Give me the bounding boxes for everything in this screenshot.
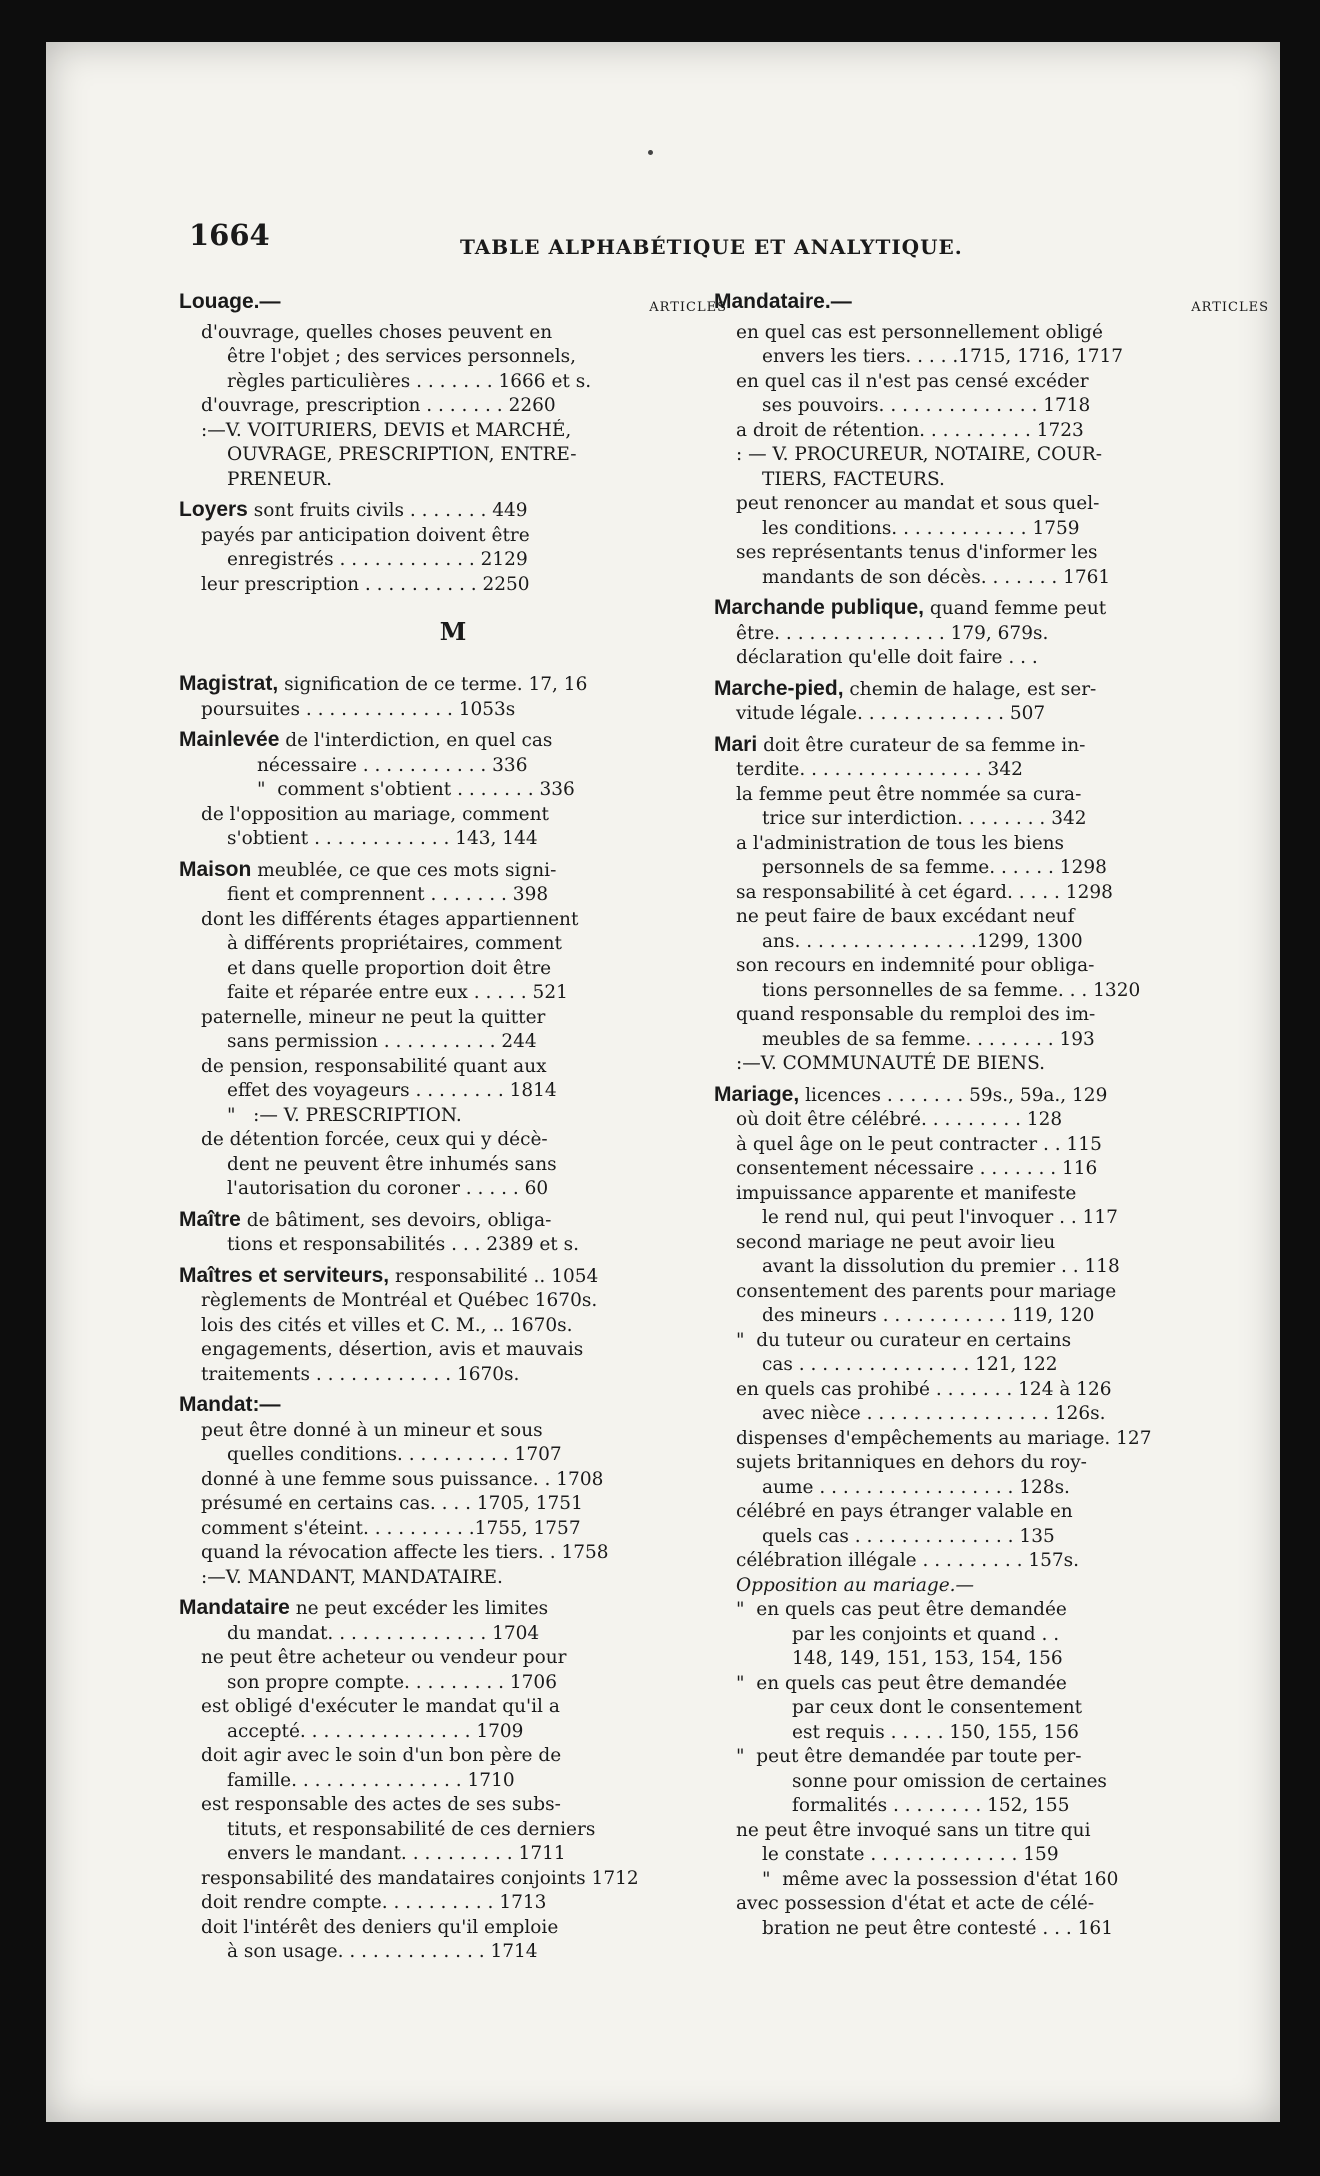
entry-heading-line <box>179 1596 727 1622</box>
entry-heading-text: licences . . . . . . . 59s., 59a., 129 <box>799 1084 1108 1106</box>
entry-heading-line <box>179 1208 727 1234</box>
entry-subline: " peut être demandée par toute per- <box>736 1746 1082 1767</box>
entry-subline: l'autorisation du coroner . . . . . 60 <box>227 1178 549 1199</box>
entry-subline: ne peut faire de baux excédant neuf <box>736 906 1075 927</box>
entry-subline: les conditions. . . . . . . . . . . . 1759 <box>762 517 1080 539</box>
entry-subline: donné à une femme sous puissance. . 1708 <box>201 1468 604 1490</box>
articles-header: ARTICLES <box>649 300 727 315</box>
entry-headword: Mariage, <box>714 1082 800 1106</box>
entry-subline: meubles de sa femme. . . . . . . . 193 <box>762 1028 1095 1050</box>
entry-subline: déclaration qu'elle doit faire . . . <box>736 647 1038 668</box>
entry-heading-line <box>179 290 727 321</box>
index-entry <box>714 677 1269 727</box>
entry-subline: fient et comprennent . . . . . . . 398 <box>227 884 549 905</box>
entry-headword: Loyers <box>179 498 248 521</box>
index-entry <box>179 290 727 492</box>
entry-subline: " comment s'obtient . . . . . . . 336 <box>257 779 575 800</box>
entry-subline: comment s'éteint. . . . . . . . . .1755, 1757 <box>201 1517 581 1539</box>
entry-headword: Marchande publique, <box>714 596 925 619</box>
entry-headword: Marche-pied, <box>714 676 844 700</box>
entry-headword: Mandat:— <box>179 1393 281 1416</box>
entry-subline: engagements, désertion, avis et mauvais <box>201 1339 584 1360</box>
entry-headword: Mainlevée <box>179 728 280 751</box>
entry-headword: Mandataire <box>179 1596 290 1619</box>
index-entry <box>179 672 727 722</box>
entry-subline: son propre compte. . . . . . . . . 1706 <box>227 1671 557 1693</box>
entry-subline: poursuites . . . . . . . . . . . . . 1053s <box>201 698 516 720</box>
entry-heading-line <box>714 290 1269 321</box>
entry-subline: tions personnelles de sa femme. . . 1320 <box>762 979 1141 1001</box>
entry-subline: à quel âge on le peut contracter . . 115 <box>736 1133 1102 1155</box>
page-number: 1664 <box>189 218 270 252</box>
entry-subline: des mineurs . . . . . . . . . . . 119, 120 <box>762 1305 1095 1326</box>
entry-subline: " en quels cas peut être demandée <box>736 1672 1067 1694</box>
entry-subline: vitude légale. . . . . . . . . . . . . 507 <box>736 703 1046 724</box>
entry-subline: être l'objet ; des services personnels, <box>227 346 576 367</box>
entry-subline: quand responsable du remploi des im- <box>736 1004 1096 1025</box>
entry-subline: tituts, et responsabilité de ces derniers <box>227 1818 596 1840</box>
entry-subline: trice sur interdiction. . . . . . . . 342 <box>762 808 1087 829</box>
entry-subline: est obligé d'exécuter le mandat qu'il a <box>201 1696 560 1717</box>
entry-headword: Maîtres et serviteurs, <box>179 1263 390 1287</box>
entry-heading-text: chemin de halage, est ser- <box>843 678 1097 700</box>
entry-headword: Mari <box>714 732 758 756</box>
entry-subline: doit agir avec le soin d'un bon père de <box>201 1745 562 1766</box>
entry-subline: sans permission . . . . . . . . . . 244 <box>227 1031 537 1052</box>
entry-subline: : — V. PROCUREUR, NOTAIRE, COUR- <box>736 444 1103 465</box>
entry-subline: accepté. . . . . . . . . . . . . . . 1709 <box>227 1720 524 1742</box>
entry-subline: d'ouvrage, quelles choses peuvent en <box>201 321 553 343</box>
entry-subline: à son usage. . . . . . . . . . . . . 1714 <box>227 1941 538 1962</box>
entry-subline: par les conjoints et quand . . <box>792 1623 1060 1645</box>
entry-subline: est responsable des actes de ses subs- <box>201 1794 561 1815</box>
entry-subline: est requis . . . . . 150, 155, 156 <box>792 1721 1079 1743</box>
entry-subline: en quels cas prohibé . . . . . . . 124 à 126 <box>736 1378 1112 1400</box>
entry-subline: ses pouvoirs. . . . . . . . . . . . . . 1718 <box>762 395 1091 416</box>
index-column-right <box>714 290 1269 1947</box>
entry-subline: avec possession d'état et acte de célé- <box>736 1893 1095 1914</box>
entry-subline: second mariage ne peut avoir lieu <box>736 1231 1056 1253</box>
entry-subline: et dans quelle proportion doit être <box>227 957 552 979</box>
entry-subline: :—V. COMMUNAUTÉ DE BIENS. <box>736 1053 1045 1074</box>
entry-subline: ne peut être invoqué sans un titre qui <box>736 1819 1091 1841</box>
entry-headword: Mandataire.— <box>714 290 852 313</box>
entry-subline: traitements . . . . . . . . . . . . 1670s. <box>201 1363 520 1385</box>
entry-subline: paternelle, mineur ne peut la quitter <box>201 1006 546 1028</box>
entry-subline: tions et responsabilités . . . 2389 et s. <box>227 1234 579 1255</box>
entry-subline: quelles conditions. . . . . . . . . . 1707 <box>227 1444 562 1465</box>
entry-heading-line <box>179 498 727 524</box>
entry-subline: " du tuteur ou curateur en certains <box>736 1329 1072 1351</box>
book-page <box>46 42 1280 2122</box>
entry-subline: avec nièce . . . . . . . . . . . . . . . . 126s. <box>762 1403 1106 1424</box>
entry-subline: :—V. VOITURIERS, DEVIS et MARCHÉ, <box>201 419 572 441</box>
entry-subline: OUVRAGE, PRESCRIPTION, ENTRE- <box>227 444 577 465</box>
entry-heading-line <box>179 1393 727 1419</box>
index-entry <box>714 290 1269 590</box>
entry-subline: sa responsabilité à cet égard. . . . . 1298 <box>736 881 1113 903</box>
entry-subline: impuissance apparente et manifeste <box>736 1182 1077 1204</box>
entry-heading-text: doit être curateur de sa femme in- <box>757 734 1086 756</box>
index-entry <box>179 1208 727 1258</box>
entry-subline: TIERS, FACTEURS. <box>762 468 945 490</box>
section-letter: M <box>439 617 467 646</box>
entry-subline: à différents propriétaires, comment <box>227 933 562 954</box>
entry-headword: Maître <box>179 1207 241 1231</box>
entry-subline: lois des cités et villes et C. M., .. 1670s. <box>201 1314 573 1336</box>
index-column-left <box>179 290 727 1971</box>
index-entry <box>179 498 727 597</box>
entry-subline: a l'administration de tous les biens <box>736 832 1065 854</box>
entry-subline: aume . . . . . . . . . . . . . . . . . 128s. <box>762 1476 1070 1498</box>
entry-subline: présumé en certains cas. . . . 1705, 1751 <box>201 1493 583 1514</box>
entry-subline: " en quels cas peut être demandée <box>736 1599 1067 1620</box>
index-entry <box>714 596 1269 671</box>
entry-subline: PRENEUR. <box>227 468 332 490</box>
print-mark <box>648 150 653 155</box>
entry-subline: ne peut être acheteur ou vendeur pour <box>201 1647 567 1668</box>
entry-headword: Maison <box>179 857 252 881</box>
index-entry <box>179 858 727 1202</box>
entry-subline: de l'opposition au mariage, comment <box>201 803 549 825</box>
entry-heading-text: ne peut excéder les limites <box>289 1598 549 1619</box>
entry-subline: 148, 149, 151, 153, 154, 156 <box>792 1648 1063 1669</box>
entry-subline: cas . . . . . . . . . . . . . . . 121, 122 <box>762 1354 1058 1375</box>
entry-heading-line <box>179 728 727 754</box>
entry-subline: s'obtient . . . . . . . . . . . . 143, 144 <box>227 828 538 849</box>
entry-subline: où doit être célébré. . . . . . . . . 128 <box>736 1109 1063 1130</box>
entry-subline: la femme peut être nommée sa cura- <box>736 783 1082 805</box>
entry-heading-line <box>179 1264 727 1290</box>
entry-heading-text: sont fruits civils . . . . . . . 449 <box>247 500 528 521</box>
articles-header: ARTICLES <box>1191 300 1269 315</box>
index-entry <box>179 1393 727 1590</box>
entry-subline: responsabilité des mandataires conjoints 1712 <box>201 1867 639 1889</box>
index-entry <box>179 1596 727 1965</box>
entry-subline: célébration illégale . . . . . . . . . 157s. <box>736 1550 1080 1571</box>
entry-subline: formalités . . . . . . . . 152, 155 <box>792 1795 1070 1816</box>
entry-subline: dent ne peuvent être inhumés sans <box>227 1153 557 1175</box>
entry-subline: dispenses d'empêchements au mariage. 127 <box>736 1427 1152 1449</box>
entry-subline: règlements de Montréal et Québec 1670s. <box>201 1290 598 1311</box>
index-entry <box>714 733 1269 1077</box>
entry-subline: en quel cas il n'est pas censé excéder <box>736 370 1089 392</box>
page-title: TABLE ALPHABÉTIQUE ET ANALYTIQUE. <box>460 235 963 259</box>
entry-subline: sujets britanniques en dehors du roy- <box>736 1452 1087 1473</box>
entry-subline: a droit de rétention. . . . . . . . . . 1723 <box>736 419 1084 441</box>
entry-subline: payés par anticipation doivent être <box>201 524 530 546</box>
entry-subline: dont les différents étages appartiennent <box>201 908 579 930</box>
entry-subline: le rend nul, qui peut l'invoquer . . 117 <box>762 1207 1118 1228</box>
entry-heading-line <box>714 596 1269 622</box>
entry-subline: être. . . . . . . . . . . . . . . 179, 679s. <box>736 622 1049 644</box>
entry-subline: quels cas . . . . . . . . . . . . . . 135 <box>762 1525 1055 1547</box>
entry-headword: Louage.— <box>179 290 281 313</box>
entry-subline: règles particulières . . . . . . . 1666 et s. <box>227 370 592 392</box>
entry-subline: du mandat. . . . . . . . . . . . . . 1704 <box>227 1622 540 1644</box>
entry-heading-line <box>714 1083 1269 1109</box>
entry-subline: personnels de sa femme. . . . . . 1298 <box>762 857 1107 878</box>
entry-subline: :—V. MANDANT, MANDATAIRE. <box>201 1566 503 1588</box>
entry-subline: envers les tiers. . . . .1715, 1716, 1717 <box>762 346 1124 367</box>
entry-headword: Magistrat, <box>179 672 279 695</box>
entry-subline: doit l'intérêt des deniers qu'il emploie <box>201 1916 559 1938</box>
entry-subline: consentement nécessaire . . . . . . . 116 <box>736 1158 1098 1179</box>
entry-subline: doit rendre compte. . . . . . . . . . 1713 <box>201 1892 547 1913</box>
entry-heading-text: signification de ce terme. 17, 16 <box>278 674 588 695</box>
entry-heading-text: de l'interdiction, en quel cas <box>279 730 553 751</box>
entry-subline: effet des voyageurs . . . . . . . . 1814 <box>227 1080 557 1101</box>
entry-subline: avant la dissolution du premier . . 118 <box>762 1256 1120 1277</box>
entry-subline: famille. . . . . . . . . . . . . . . 1710 <box>227 1769 515 1791</box>
entry-subline: peut être donné à un mineur et sous <box>201 1419 543 1441</box>
entry-subline: peut renoncer au mandat et sous quel- <box>736 493 1100 514</box>
entry-heading-text: de bâtiment, ses devoirs, obliga- <box>240 1209 552 1231</box>
entry-subline: de pension, responsabilité quant aux <box>201 1055 547 1077</box>
entry-subline: de détention forcée, ceux qui y décè- <box>201 1129 548 1150</box>
entry-subline: terdite. . . . . . . . . . . . . . . . 342 <box>736 759 1023 780</box>
entry-subline: leur prescription . . . . . . . . . . 2250 <box>201 573 530 595</box>
entry-subline: par ceux dont le consentement <box>792 1697 1083 1718</box>
entry-subline: son recours en indemnité pour obliga- <box>736 955 1095 976</box>
entry-subline: " même avec la possession d'état 160 <box>762 1868 1119 1890</box>
entry-subline: mandants de son décès. . . . . . . 1761 <box>762 566 1111 588</box>
index-entry <box>714 1083 1269 1942</box>
entry-heading-text: meublée, ce que ces mots signi- <box>251 859 557 881</box>
entry-heading-text: quand femme peut <box>924 598 1107 619</box>
entry-subline: quand la révocation affecte les tiers. . 1758 <box>201 1542 609 1563</box>
entry-heading-line <box>179 858 727 884</box>
entry-subline: Opposition au mariage.— <box>736 1574 975 1596</box>
entry-subline: nécessaire . . . . . . . . . . . 336 <box>257 754 528 776</box>
entry-heading-line <box>179 672 727 698</box>
entry-heading-line <box>714 677 1269 703</box>
entry-subline: bration ne peut être contesté . . . 161 <box>762 1917 1113 1939</box>
entry-subline: ans. . . . . . . . . . . . . . . .1299, 1300 <box>762 930 1083 952</box>
entry-subline: " :— V. PRESCRIPTION. <box>227 1104 462 1126</box>
index-entry <box>179 1264 727 1388</box>
entry-subline: consentement des parents pour mariage <box>736 1280 1117 1302</box>
entry-heading-text: responsabilité .. 1054 <box>389 1265 599 1287</box>
entry-subline: envers le mandant. . . . . . . . . . 1711 <box>227 1843 566 1864</box>
entry-subline: d'ouvrage, prescription . . . . . . . 2260 <box>201 395 556 416</box>
index-entry <box>179 728 727 852</box>
entry-subline: en quel cas est personnellement obligé <box>736 321 1103 343</box>
entry-subline: enregistrés . . . . . . . . . . . . 2129 <box>227 549 528 570</box>
entry-subline: sonne pour omission de certaines <box>792 1770 1107 1792</box>
entry-subline: célébré en pays étranger valable en <box>736 1501 1073 1522</box>
entry-subline: faite et réparée entre eux . . . . . 521 <box>227 982 568 1003</box>
entry-heading-line <box>714 733 1269 759</box>
entry-subline: ses représentants tenus d'informer les <box>736 542 1098 563</box>
entry-subline: le constate . . . . . . . . . . . . . 159 <box>762 1844 1059 1865</box>
